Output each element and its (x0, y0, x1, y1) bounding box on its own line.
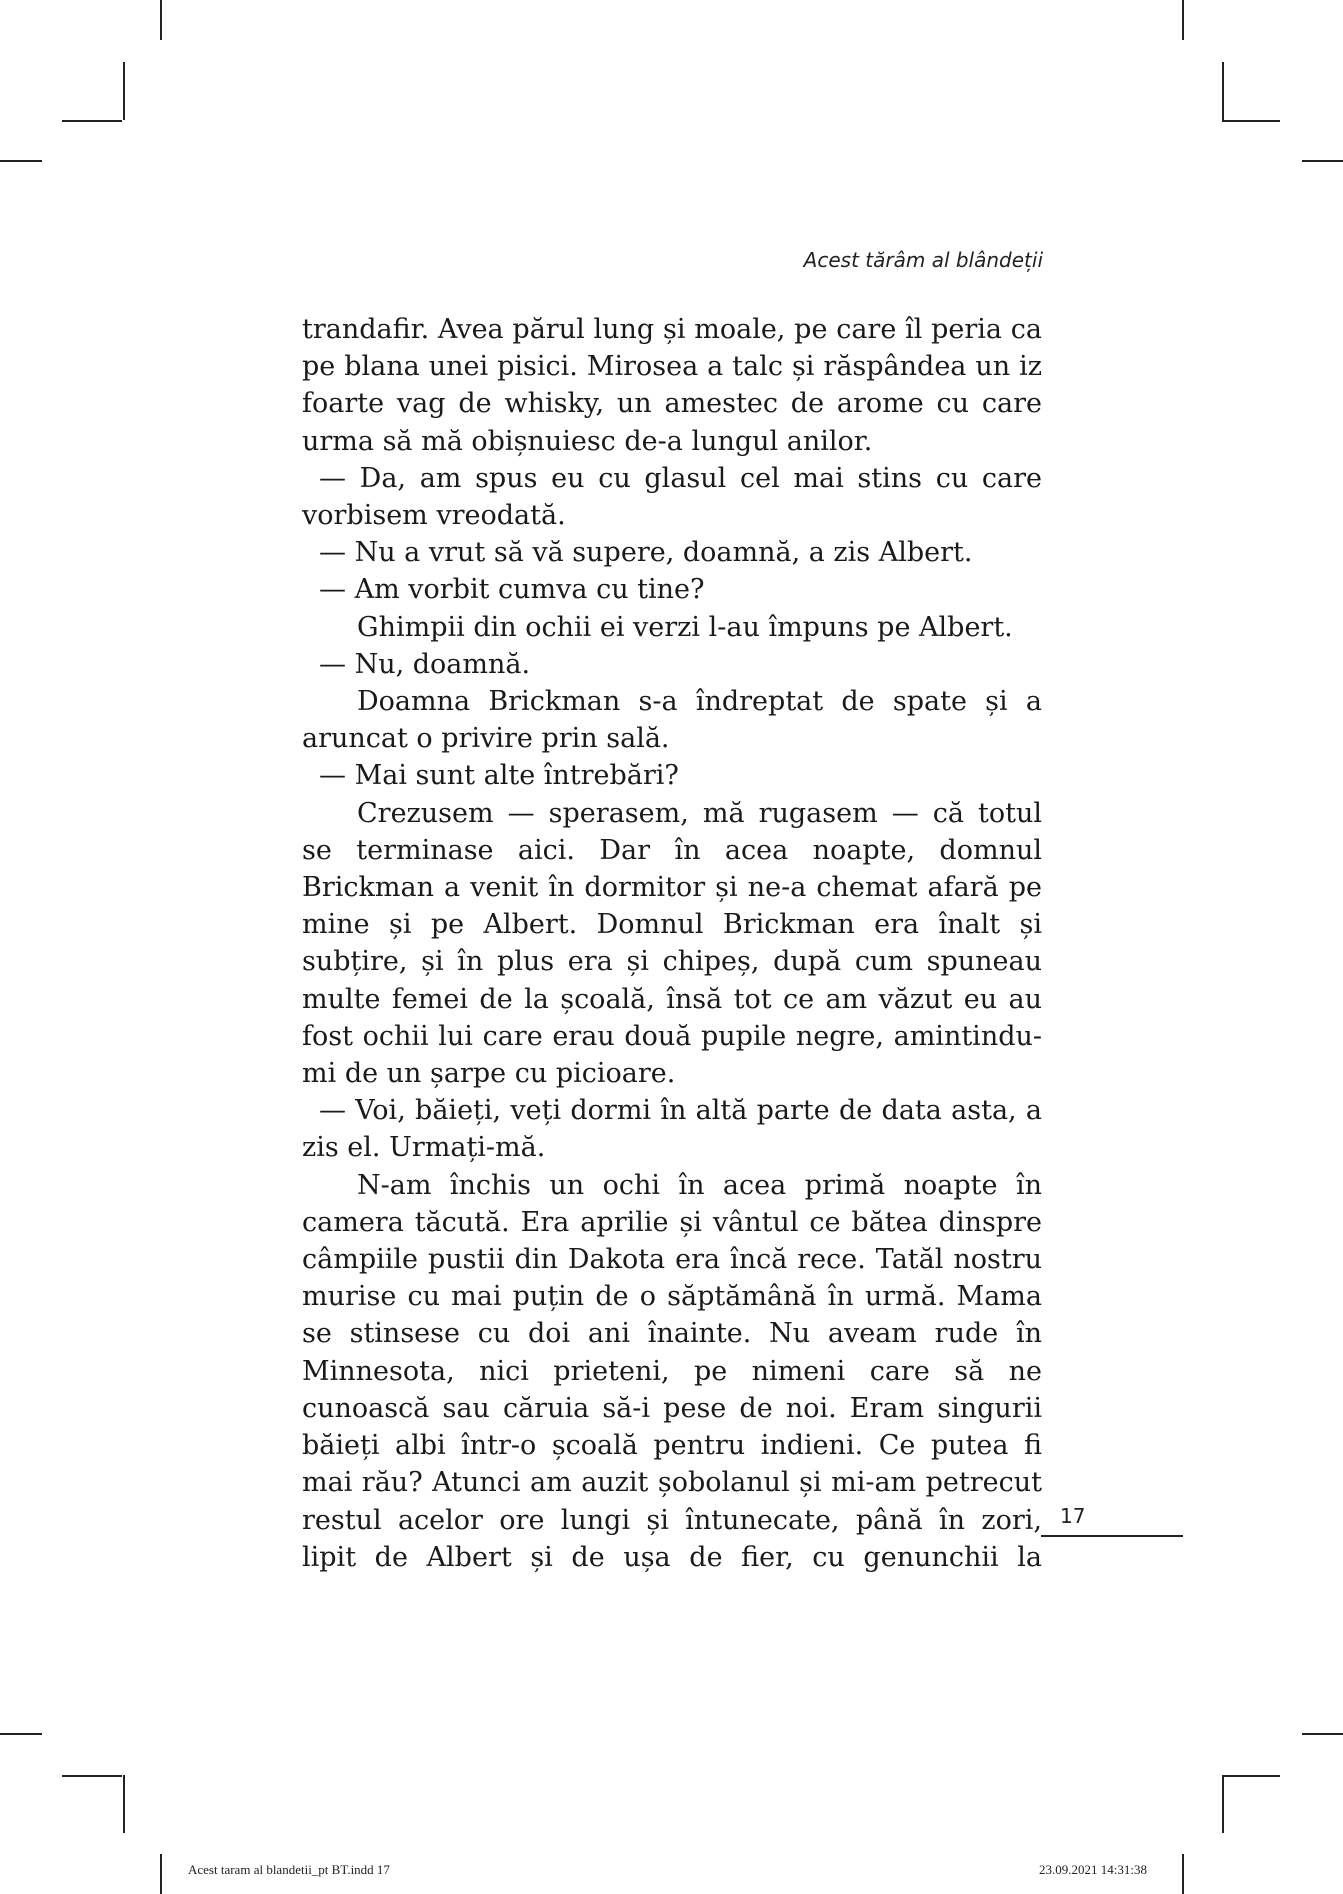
crop-mark (1182, 0, 1184, 40)
crop-mark (1222, 1775, 1224, 1833)
dialogue-line: — Nu a vrut să vă supere, doamnă, a zis Albert. (319, 537, 973, 569)
crop-mark (1222, 1775, 1280, 1777)
page-number: 17 (1060, 1504, 1086, 1528)
crop-mark (160, 0, 162, 40)
slug-timestamp: 23.09.2021 14:31:38 (1039, 1862, 1147, 1877)
crop-mark (123, 1775, 125, 1833)
slug-file-name: Acest taram al blandetii_pt BT.indd 17 (188, 1862, 390, 1877)
crop-mark (0, 160, 42, 162)
crop-mark (1302, 1733, 1343, 1735)
dialogue-line: — Mai sunt alte întrebări? (319, 760, 679, 792)
crop-mark (62, 120, 122, 122)
crop-mark (62, 1775, 122, 1777)
paragraph: Doamna Brickman s-a îndreptat de spate și a aruncat o privire prin sală. (302, 686, 1042, 755)
running-header: Acest tărâm al blândeții (803, 248, 1043, 272)
paragraph: Crezusem — sperasem, mă rugasem — că totul se terminase aici. Dar în acea noapte, domnul Brickman a venit în dormitor și ne-a chemat afară pe mine și pe Albert. Domnul Brickman era înalt și subțire, și în plus era și chipeș, după cum spuneau multe femei de la școală, însă tot ce am văzut eu au fost ochii lui care erau două pupile negre, amintindu-mi de un șarpe cu picioare. (302, 797, 1042, 1090)
dialogue-line: — Nu, doamnă. (319, 648, 531, 680)
dialogue-line: — Voi, băieți, veți dormi în altă parte de data asta, a zis el. Urmați-mă. (302, 1095, 1042, 1164)
crop-mark (1222, 120, 1280, 122)
paragraph: N-am închis un ochi în acea primă noapte în camera tăcută. Era aprilie și vântul ce bătea dinspre câmpiile pustii din Dakota era încă rece. Tatăl nostru murise cu mai puțin de o săptămână în urmă. Mama se stinsese cu doi ani înainte. Nu aveam rude în Minnesota, nici prieteni, pe nimeni care să ne cunoască sau căruia să-i pese de noi. Eram singurii băieți albi într-o școală pentru indieni. Ce putea fi mai rău? Atunci am auzit șobolanul și mi-am petrecut restul acelor ore lungi și întunecate, până în zori, lipit de Albert și de ușa de fier, cu genunchii la (302, 1169, 1042, 1573)
crop-mark (0, 1733, 42, 1735)
crop-mark (123, 62, 125, 120)
crop-mark (160, 1854, 162, 1894)
crop-mark (1302, 160, 1343, 162)
paragraph: Ghimpii din ochii ei verzi l-au împuns pe Albert. (357, 611, 1013, 643)
crop-mark (1222, 62, 1224, 120)
dialogue-line: — Da, am spus eu cu glasul cel mai stins cu care vorbisem vreodată. (302, 462, 1042, 532)
paragraph: trandafir. Avea părul lung și moale, pe care îl peria ca pe blana unei pisici. Mirosea a talc și răspândea un iz foarte vag de whisky, un amestec de arome cu care urma să mă obișnuiesc de-a lungul anilor. (302, 314, 1042, 457)
folio-rule (1041, 1535, 1183, 1537)
dialogue-line: — Am vorbit cumva cu tine? (319, 574, 705, 606)
crop-mark (1182, 1854, 1184, 1894)
body-text (302, 311, 1042, 1576)
